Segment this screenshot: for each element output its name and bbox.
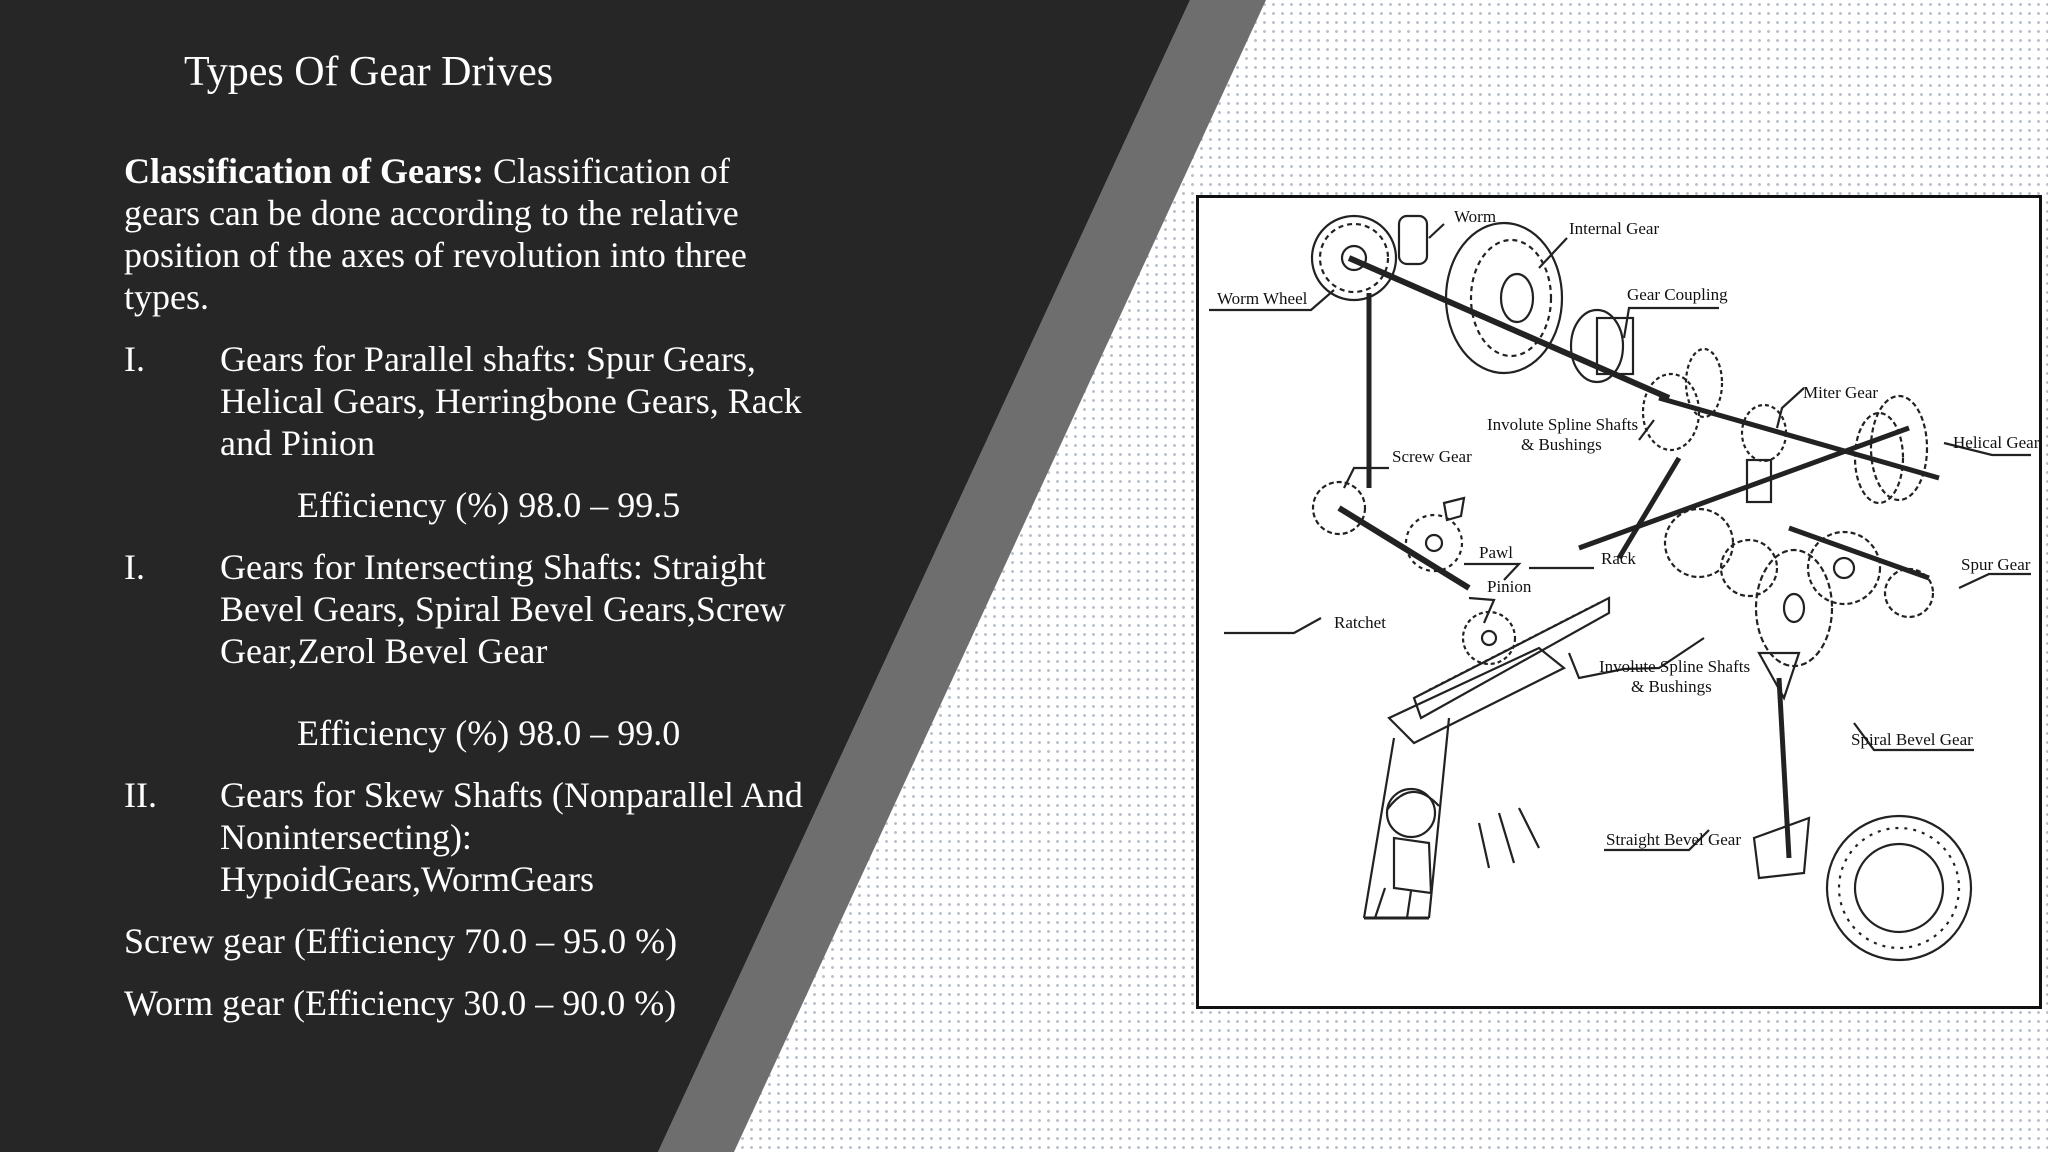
list-item-text: Gears for Skew Shafts (Nonparallel And Nonintersecting): HypoidGears,WormGears <box>220 775 803 899</box>
label-spline-bottom-1: Involute Spline Shafts <box>1599 657 1751 676</box>
label-spline-top-2: & Bushings <box>1521 435 1602 454</box>
list-item-intersecting-shafts <box>124 546 804 672</box>
intro-text: Classification of gears can be done according to the relative position of the axes of revolution into three types. <box>124 151 747 317</box>
body-text <box>124 150 804 1044</box>
intro-bold: Classification of Gears: <box>124 151 484 191</box>
slide-title: Types Of Gear Drives <box>184 49 554 95</box>
list-item-skew-shafts <box>124 774 804 900</box>
list-item-text: Gears for Parallel shafts: Spur Gears, Helical Gears, Herringbone Gears, Rack and Pinion <box>220 339 802 463</box>
list-item-parallel-shafts <box>124 338 804 464</box>
list-item-text: Gears for Intersecting Shafts: Straight Bevel Gears, Spiral Bevel Gears,Screw Gear,Zerol Bevel Gear <box>220 547 786 671</box>
label-spur-gear: Spur Gear <box>1961 555 2031 574</box>
label-straight-bevel-gear: Straight Bevel Gear <box>1606 830 1742 849</box>
label-spline-bottom-2: & Bushings <box>1631 677 1712 696</box>
label-worm-wheel: Worm Wheel <box>1217 289 1308 308</box>
label-spiral-bevel-gear: Spiral Bevel Gear <box>1851 730 1973 749</box>
intro-paragraph <box>124 150 804 318</box>
list-numeral: II. <box>124 775 157 815</box>
label-ratchet: Ratchet <box>1334 613 1386 632</box>
gear-illustration-svg <box>1199 198 2039 1006</box>
label-worm: Worm <box>1454 207 1497 226</box>
label-miter-gear: Miter Gear <box>1803 383 1879 402</box>
label-pawl: Pawl <box>1479 543 1513 562</box>
efficiency-intersecting: Efficiency (%) 98.0 – 99.0 <box>297 713 681 753</box>
label-internal-gear: Internal Gear <box>1569 219 1660 238</box>
efficiency-parallel: Efficiency (%) 98.0 – 99.5 <box>297 485 681 525</box>
gear-drives-illustration <box>1196 195 2042 1009</box>
screw-gear-efficiency: Screw gear (Efficiency 70.0 – 95.0 %) <box>124 921 678 961</box>
list-numeral: I. <box>124 547 145 587</box>
label-spline-top-1: Involute Spline Shafts <box>1487 415 1639 434</box>
label-screw-gear: Screw Gear <box>1392 447 1472 466</box>
label-rack: Rack <box>1601 549 1636 568</box>
list-numeral: I. <box>124 339 145 379</box>
worm-gear-efficiency: Worm gear (Efficiency 30.0 – 90.0 %) <box>124 983 677 1023</box>
label-pinion: Pinion <box>1487 577 1532 596</box>
label-helical-gear: Helical Gear <box>1953 433 2039 452</box>
label-gear-coupling: Gear Coupling <box>1627 285 1728 304</box>
